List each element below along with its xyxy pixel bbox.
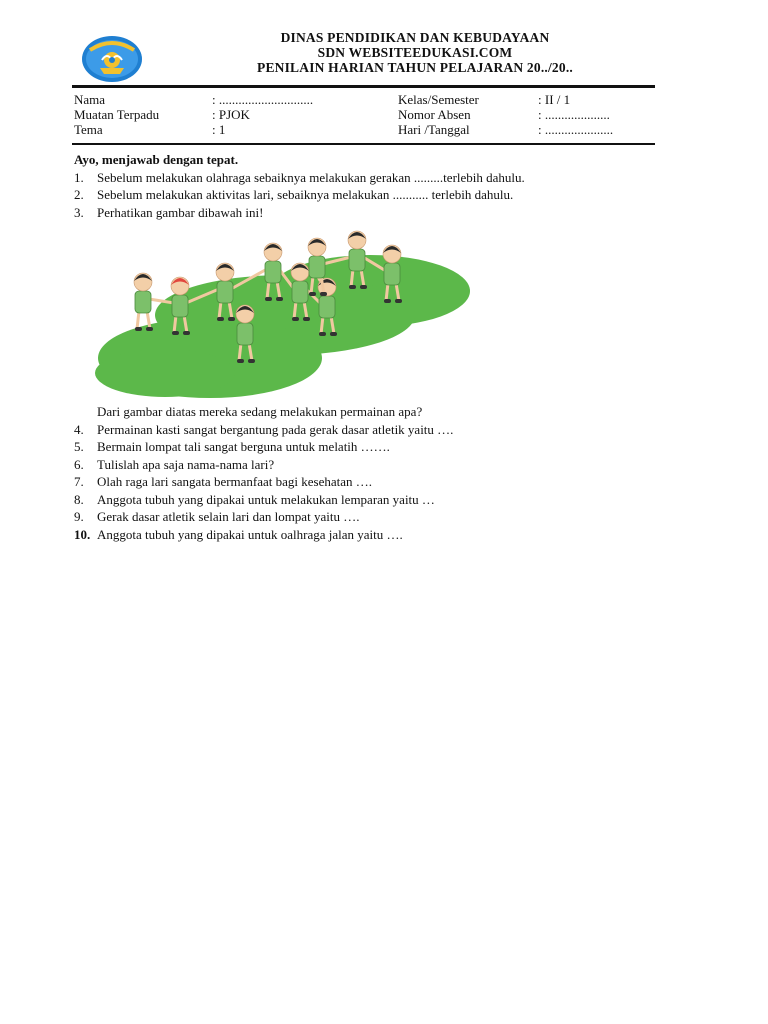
question-text: Anggota tubuh yang dipakai untuk oalhraga jalan yaitu ….	[97, 526, 403, 542]
question-number: 1.	[74, 169, 84, 185]
info-row-absen	[398, 107, 658, 122]
student-info-right	[398, 92, 658, 137]
question-number: 6.	[74, 456, 84, 472]
question-text: Olah raga lari sangata bermanfaat bagi kesehatan ….	[97, 474, 373, 489]
header-exam-title: PENILAIN HARIAN TAHUN PELAJARAN 20../20..	[257, 60, 573, 75]
info-row-tanggal	[398, 122, 658, 137]
question-number: 8.	[74, 491, 84, 507]
header-school: SDN WEBSITEEDUKASI.COM	[317, 45, 513, 60]
question-number: 2.	[74, 187, 84, 202]
question-item	[74, 456, 674, 474]
children-playing-illustration	[95, 223, 475, 401]
grass-field	[95, 255, 470, 398]
info-row-kelas	[398, 92, 658, 107]
info-row-tema	[74, 122, 374, 137]
info-label: Nama	[74, 92, 106, 107]
question-number: 5.	[74, 439, 84, 454]
question-text: Anggota tubuh yang dipakai untuk melakukan lemparan yaitu …	[97, 491, 435, 507]
question-item	[74, 186, 674, 204]
question-item	[74, 508, 674, 526]
question-item	[74, 169, 674, 187]
tanggal-field[interactable]: : .....................	[538, 122, 614, 137]
instruction-text: Ayo, menjawab dengan tepat.	[74, 152, 239, 167]
header-agency: DINAS PENDIDIKAN DAN KEBUDAYAAN	[280, 30, 550, 45]
kelas-value: : II / 1	[538, 92, 571, 107]
question-item	[74, 403, 674, 421]
question-number: 10.	[74, 526, 91, 542]
nama-field[interactable]: : .............................	[212, 92, 314, 107]
question-text: Bermain lompat tali sangat berguna untuk melatih …….	[97, 439, 390, 454]
question-text: Tulislah apa saja nama-nama lari?	[97, 456, 275, 472]
question-list	[74, 151, 674, 543]
info-label: Nomor Absen	[398, 107, 471, 122]
document-header	[190, 30, 640, 75]
question-text: Gerak dasar atletik selain lari dan lompat yaitu ….	[97, 509, 360, 524]
question-number: 9.	[74, 509, 84, 524]
question-item	[74, 421, 674, 439]
question-item	[74, 438, 674, 456]
question-text: Permainan kasti sangat bergantung pada gerak dasar atletik yaitu ….	[97, 421, 454, 437]
info-label: Kelas/Semester	[398, 92, 479, 107]
tut-wuri-handayani-logo	[80, 34, 144, 84]
question-number: 4.	[74, 421, 84, 437]
question-item	[74, 526, 674, 544]
question-number: 7.	[74, 474, 84, 489]
question-text: Sebelum melakukan olahraga sebaiknya melakukan gerakan .........terlebih dahulu.	[97, 169, 525, 185]
student-info-left	[74, 92, 374, 137]
info-label: Hari /Tanggal	[398, 122, 470, 137]
info-label: Muatan Terpadu	[74, 107, 160, 122]
child-figure	[134, 273, 153, 331]
muatan-value: : PJOK	[212, 107, 250, 122]
header-divider-top	[72, 85, 655, 88]
question-item	[74, 491, 674, 509]
info-row-nama	[74, 92, 374, 107]
nomor-absen-field[interactable]: : ....................	[538, 107, 610, 122]
tema-value: : 1	[212, 122, 226, 137]
question-3-followup: Dari gambar diatas mereka sedang melakukan permainan apa?	[97, 404, 423, 419]
info-label: Tema	[74, 122, 103, 137]
question-item	[74, 473, 674, 491]
header-divider-bottom	[72, 143, 655, 145]
info-row-muatan	[74, 107, 374, 122]
question-number: 3.	[74, 204, 84, 220]
question-item	[74, 204, 674, 222]
question-text: Sebelum melakukan aktivitas lari, sebaiknya melakukan ........... terlebih dahulu.	[97, 187, 514, 202]
question-text: Perhatikan gambar dibawah ini!	[97, 204, 264, 220]
